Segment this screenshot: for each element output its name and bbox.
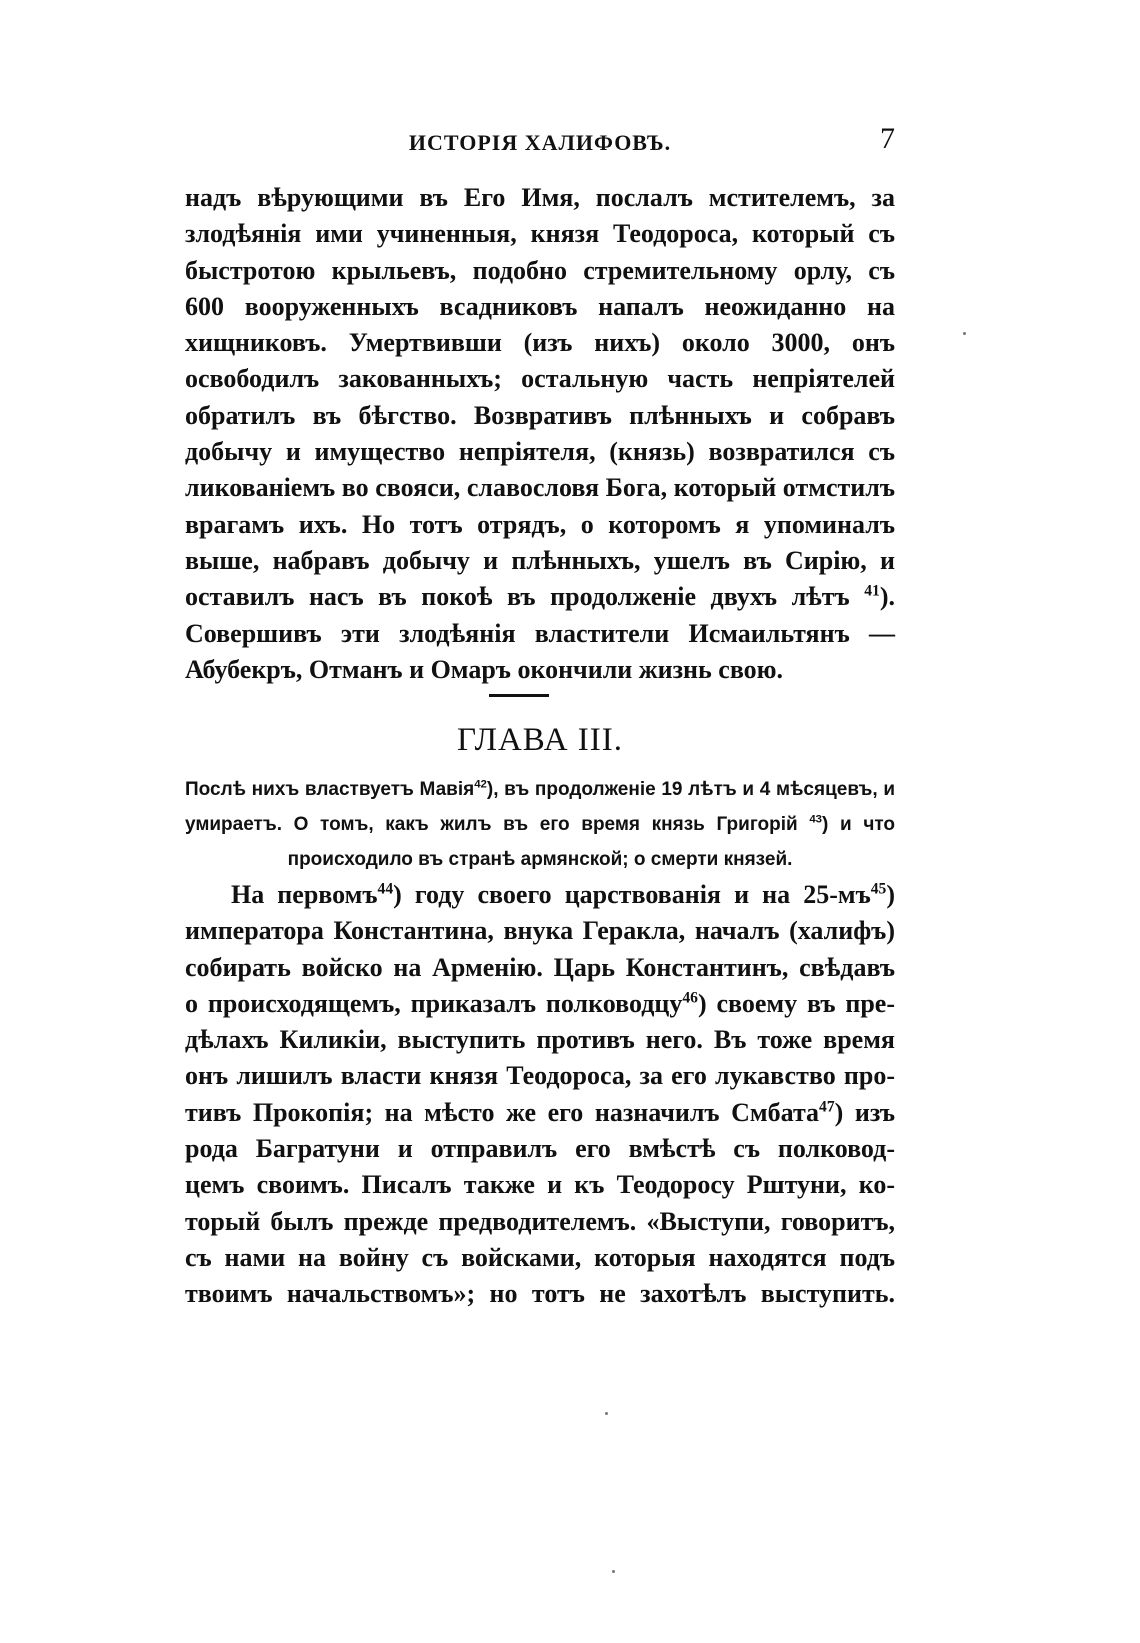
text-line: дѣлахъ Киликіи, выступить противъ него. Въ тоже время — [185, 1025, 895, 1055]
text-fragment: ) году своего царствованія и на 25-мъ — [393, 880, 871, 909]
text-fragment: оставилъ насъ въ покоѣ въ продолженіе двухъ лѣтъ — [185, 582, 850, 612]
text-line: 600 вооруженныхъ всадниковъ напалъ неожиданно на — [185, 291, 895, 321]
text-line: освободилъ закованныхъ; остальную часть непріятелей — [185, 364, 895, 394]
text-line: торый былъ прежде предводителемъ. «Выступи, говоритъ, — [185, 1206, 895, 1236]
running-head — [185, 122, 895, 162]
text-line: ликованіемъ во свояси, славословя Бога, который отмстилъ — [185, 473, 895, 503]
text-fragment: ), въ продолженіе 19 лѣтъ и 4 мѣсяцевъ, и — [486, 779, 896, 800]
text-fragment: ) — [886, 880, 895, 909]
footnote-ref-41: 41 — [864, 582, 880, 600]
text-line: врагамъ ихъ. Но тотъ отрядъ, о которомъ я упоминалъ — [185, 509, 895, 539]
text-fragment: ) и что — [822, 814, 896, 835]
text-fragment: ). — [879, 582, 895, 612]
footnote-ref-44: 44 — [377, 880, 394, 898]
text-fragment: тивъ Прокопія; на мѣсто же его назначилъ Смбата — [185, 1097, 820, 1127]
text-fragment: Послѣ нихъ властвуетъ Мавія — [185, 779, 475, 800]
text-fragment: о происходящемъ, приказалъ полководцу — [185, 988, 683, 1018]
text-line: Совершивъ эти злодѣянія властители Исмаильтянъ — — [185, 618, 895, 648]
text-line: выше, набравъ добычу и плѣнныхъ, ушелъ въ Сирію, и — [185, 545, 895, 575]
page-number: 7 — [880, 122, 895, 155]
summary-line: происходило въ странѣ армянской; о смерти князей. — [287, 849, 793, 870]
footnote-ref-45: 45 — [870, 880, 887, 898]
top-paragraph — [185, 180, 895, 688]
text-line: добычу и имущество непріятеля, (князь) возвратился съ — [185, 437, 895, 467]
text-fragment: На первомъ — [231, 880, 378, 909]
footnote-ref-46: 46 — [682, 989, 698, 1007]
footnote-ref-42: 42 — [474, 778, 487, 791]
paper-speck — [612, 1570, 615, 1573]
text-line: быстротою крыльевъ, подобно стремительному орлу, съ — [185, 255, 895, 285]
text-line: императора Константина, внука Геракла, началъ (халифъ) — [185, 916, 895, 946]
paper-speck — [963, 332, 966, 335]
text-line-with-note — [185, 986, 895, 1022]
chapter-summary — [185, 772, 895, 877]
text-line: онъ лишилъ власти князя Теодороса, за его лукавство про- — [185, 1061, 895, 1091]
section-divider — [489, 694, 549, 697]
text-line: обратилъ въ бѣгство. Возвративъ плѣнныхъ и собравъ — [185, 400, 895, 430]
text-line: собирать войско на Арменію. Царь Константинъ, свѣдавъ — [185, 952, 895, 982]
text-line: рода Багратуни и отправилъ его вмѣстѣ съ полковод- — [185, 1134, 895, 1164]
text-fragment: умираетъ. О томъ, какъ жилъ въ его время князь Григорій — [185, 814, 798, 835]
text-fragment: ) своему въ пре- — [697, 988, 895, 1018]
text-line: цемъ своимъ. Писалъ также и къ Теодоросу Рштуни, ко- — [185, 1170, 895, 1200]
text-line: Абубекръ, Отманъ и Омаръ окончили жизнь свою. — [185, 654, 784, 684]
running-title: ИСТОРІЯ ХАЛИФОВЪ. — [408, 130, 672, 155]
summary-line — [185, 807, 895, 842]
text-line-with-note — [185, 1095, 895, 1131]
footnote-ref-47: 47 — [819, 1098, 835, 1116]
text-line: съ нами на войну съ войсками, которыя находятся подъ — [185, 1242, 895, 1272]
chapter-title: ГЛАВА III. — [456, 722, 624, 758]
text-line-with-note — [185, 877, 895, 913]
text-line: злодѣянія ими учиненныя, князя Теодороса, который съ — [185, 219, 895, 249]
bottom-paragraph — [185, 877, 895, 1313]
text-fragment: ) изъ — [834, 1097, 895, 1127]
text-line: надъ вѣрующими въ Его Имя, послалъ мстителемъ, за — [185, 183, 895, 212]
paper-speck — [605, 1412, 608, 1415]
footnote-ref-43: 43 — [809, 813, 823, 826]
text-line: твоимъ начальствомъ»; но тотъ не захотѣлъ выступить. — [185, 1279, 895, 1309]
text-line: хищниковъ. Умертвивши (изъ нихъ) около 3000, онъ — [185, 328, 895, 358]
summary-line — [185, 772, 895, 807]
text-line-with-note — [185, 579, 895, 615]
